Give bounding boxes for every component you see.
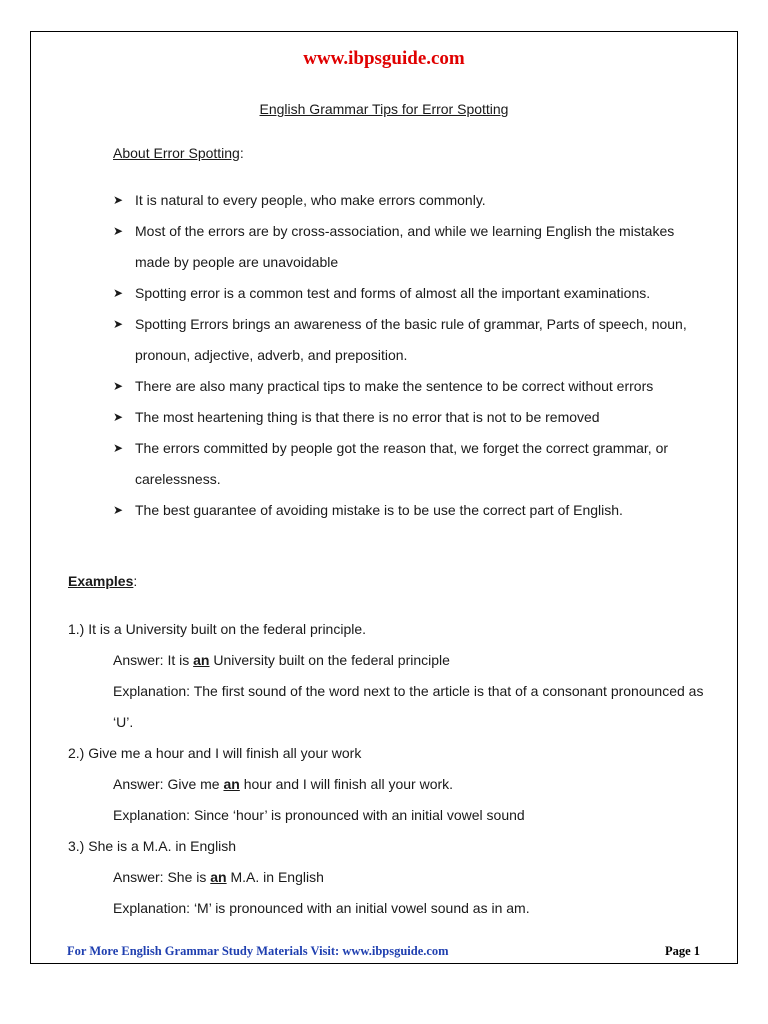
bullet-list — [113, 185, 713, 526]
example-question: 3.) She is a M.A. in English — [68, 838, 237, 854]
arrow-bullet-icon: ➤ — [113, 193, 124, 207]
bullet-text: The best guarantee of avoiding mistake is to be use the correct part of English. — [135, 502, 623, 518]
examples-heading-colon: : — [133, 573, 138, 589]
bullet-text: There are also many practical tips to make the sentence to be correct without errors — [135, 378, 654, 394]
document-title: English Grammar Tips for Error Spotting — [259, 101, 509, 117]
site-header[interactable]: www.ibpsguide.com — [303, 48, 465, 69]
bullet-text: Most of the errors are by cross-association, and while we learning English the mistakes made by people are unavoidable — [135, 223, 675, 270]
example-question: 1.) It is a University built on the federal principle. — [68, 621, 367, 637]
about-heading-colon: : — [239, 145, 244, 161]
about-heading-text: About Error Spotting — [113, 145, 240, 161]
bullet-item — [113, 216, 713, 278]
arrow-bullet-icon: ➤ — [113, 286, 124, 300]
answer-text: University built on the federal principle — [209, 652, 450, 668]
arrow-bullet-icon: ➤ — [113, 503, 124, 517]
answer-text: hour and I will finish all your work. — [239, 776, 454, 792]
bullet-text: Spotting error is a common test and forms of almost all the important examinations. — [135, 285, 651, 301]
bullet-item — [113, 433, 713, 495]
example-answer — [68, 769, 708, 800]
bullet-text: The errors committed by people got the reason that, we forget the correct grammar, or carelessness. — [135, 440, 669, 487]
bullet-item — [113, 402, 713, 433]
footer-promo-link[interactable]: For More English Grammar Study Materials Visit: www.ibpsguide.com — [67, 944, 449, 958]
example-explanation: Explanation: The first sound of the word next to the article is that of a consonant pronounced as ‘U’. — [113, 683, 704, 730]
bullet-text: It is natural to every people, who make errors commonly. — [135, 192, 486, 208]
answer-correction: an — [223, 776, 240, 792]
arrow-bullet-icon: ➤ — [113, 379, 124, 393]
example-explanation: Explanation: ‘M’ is pronounced with an initial vowel sound as in am. — [113, 900, 530, 916]
bullet-item — [113, 278, 713, 309]
example-explanation: Explanation: Since ‘hour’ is pronounced with an initial vowel sound — [113, 807, 525, 823]
about-heading — [113, 145, 244, 161]
page-number: Page 1 — [664, 944, 700, 958]
arrow-bullet-icon: ➤ — [113, 441, 124, 455]
example-answer — [68, 645, 708, 676]
bullet-item — [113, 371, 713, 402]
bullet-text: Spotting Errors brings an awareness of the basic rule of grammar, Parts of speech, noun, pronoun, adjective, adverb, and preposition. — [135, 316, 687, 363]
examples-list — [68, 614, 708, 924]
examples-heading-text: Examples — [68, 573, 134, 589]
example-item — [68, 614, 708, 738]
answer-text: Answer: Give me — [113, 776, 224, 792]
bullet-text: The most heartening thing is that there is no error that is not to be removed — [135, 409, 600, 425]
arrow-bullet-icon: ➤ — [113, 317, 124, 331]
bullet-item — [113, 309, 713, 371]
answer-text: Answer: It is — [113, 652, 194, 668]
arrow-bullet-icon: ➤ — [113, 410, 124, 424]
example-answer — [68, 862, 708, 893]
example-question: 2.) Give me a hour and I will finish all your work — [68, 745, 362, 761]
answer-text: Answer: She is — [113, 869, 211, 885]
answer-correction: an — [193, 652, 210, 668]
example-item — [68, 831, 708, 924]
examples-heading — [68, 573, 137, 589]
answer-text: M.A. in English — [226, 869, 324, 885]
arrow-bullet-icon: ➤ — [113, 224, 124, 238]
bullet-item — [113, 185, 713, 216]
bullet-item — [113, 495, 713, 526]
answer-correction: an — [210, 869, 227, 885]
example-item — [68, 738, 708, 831]
